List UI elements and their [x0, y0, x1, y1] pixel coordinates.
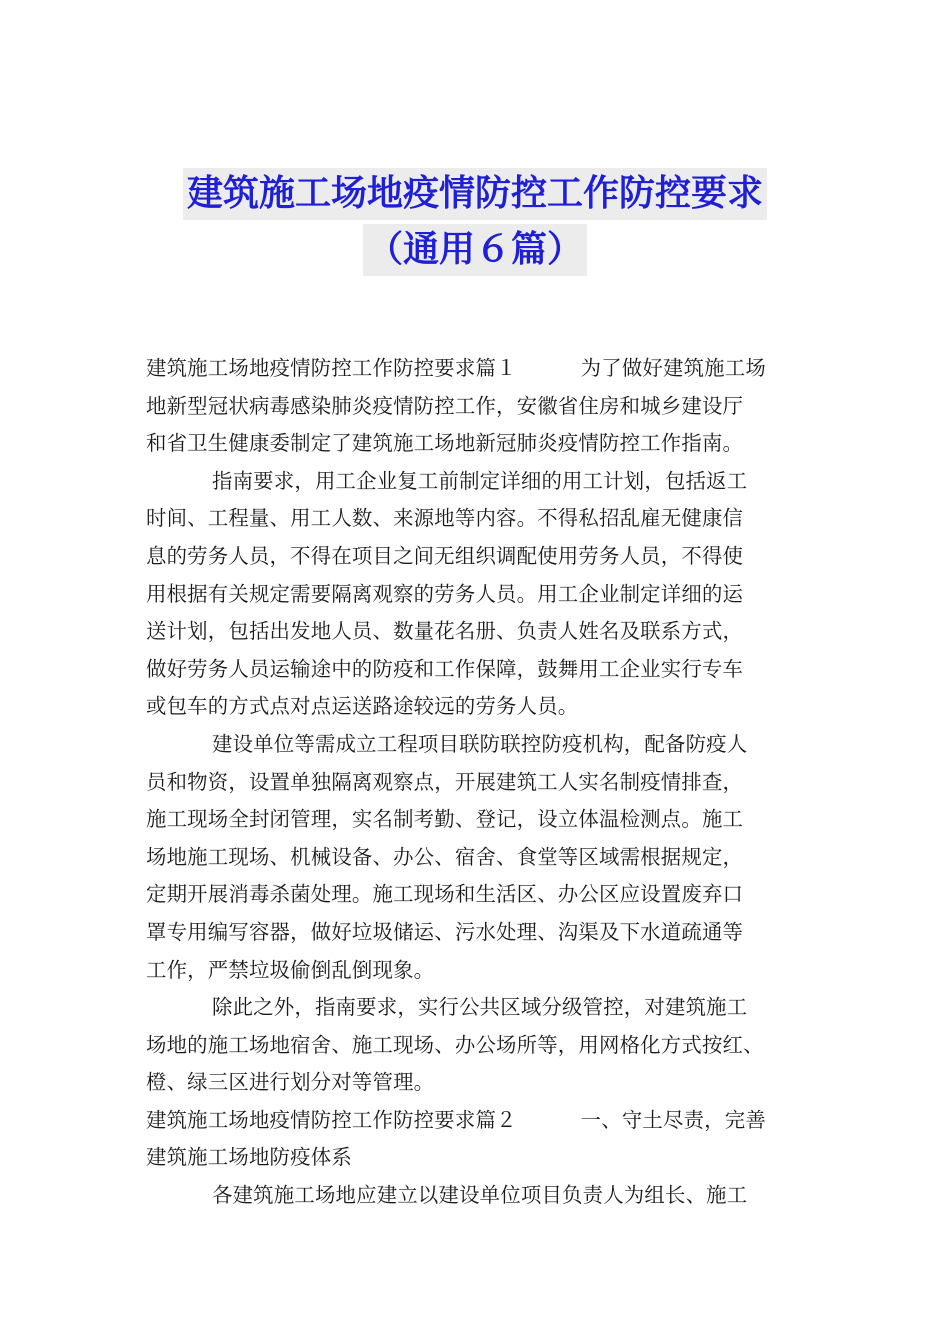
text-line-segment: 送计划，包括出发地人员、数量花名册、负责人姓名及联系方式，	[146, 619, 744, 644]
text-line	[146, 1177, 808, 1215]
document-title	[0, 168, 950, 280]
text-line-segment: 建筑施工场地疫情防控工作防控要求篇２	[146, 1107, 517, 1132]
text-line	[146, 1064, 808, 1102]
text-line-segment: 做好劳务人员运输途中的防疫和工作保障，鼓舞用工企业实行专车	[146, 656, 744, 681]
text-line	[146, 876, 808, 914]
text-line-segment: 各建筑施工场地应建立以建设单位项目负责人为组长、施工	[212, 1183, 748, 1208]
text-line	[146, 463, 808, 501]
text-line	[146, 388, 808, 426]
text-line-segment: 工作，严禁垃圾偷倒乱倒现象。	[146, 957, 435, 982]
text-line-segment: 或包车的方式点对点运送路途较远的劳务人员。	[146, 694, 579, 719]
text-line-segment: 一、守土尽责，完善	[580, 1107, 766, 1132]
text-line-segment: 场地施工现场、机械设备、办公、宿舍、食堂等区域需根据规定，	[146, 844, 744, 869]
title-line-1: 建筑施工场地疫情防控工作防控要求	[183, 168, 767, 220]
text-line-segment: 用根据有关规定需要隔离观察的劳务人员。用工企业制定详细的运	[146, 581, 744, 606]
text-line-segment: 除此之外，指南要求，实行公共区域分级管控，对建筑施工	[212, 995, 748, 1020]
text-line	[146, 538, 808, 576]
text-line	[146, 500, 808, 538]
text-line	[146, 1027, 808, 1065]
text-line-segment: 息的劳务人员，不得在项目之间无组织调配使用劳务人员，不得使	[146, 543, 744, 568]
text-line	[146, 1102, 808, 1140]
text-line	[146, 688, 808, 726]
text-line-segment: 定期开展消毒杀菌处理。施工现场和生活区、办公区应设置废弃口	[146, 882, 744, 907]
text-line-segment: 场地的施工场地宿舍、施工现场、办公场所等，用网格化方式按红、	[146, 1032, 764, 1057]
text-line	[146, 613, 808, 651]
text-line-segment: 员和物资，设置单独隔离观察点，开展建筑工人实名制疫情排查，	[146, 769, 744, 794]
text-line-segment: 地新型冠状病毒感染肺炎疫情防控工作，安徽省住房和城乡建设厅	[146, 393, 744, 418]
text-line	[146, 350, 808, 388]
text-line-segment: 施工现场全封闭管理，实名制考勤、登记，设立体温检测点。施工	[146, 807, 744, 832]
document-body	[146, 350, 808, 1215]
text-line	[146, 801, 808, 839]
text-line-segment: 罩专用编写容器，做好垃圾储运、污水处理、沟渠及下水道疏通等	[146, 919, 744, 944]
text-line-segment: 为了做好建筑施工场	[580, 356, 766, 380]
text-line-segment: 建筑施工场地疫情防控工作防控要求篇１	[146, 356, 517, 380]
text-line-segment: 时间、工程量、用工人数、来源地等内容。不得私招乱雇无健康信	[146, 506, 744, 531]
text-line	[146, 914, 808, 952]
text-line-segment: 建设单位等需成立工程项目联防联控防疫机构，配备防疫人	[212, 731, 748, 756]
text-line-segment: 和省卫生健康委制定了建筑施工场地新冠肺炎疫情防控工作指南。	[146, 431, 744, 456]
text-line	[146, 952, 808, 990]
title-line-2: （通用６篇）	[363, 224, 587, 276]
text-line	[146, 839, 808, 877]
text-line-segment: 橙、绿三区进行划分对等管理。	[146, 1070, 435, 1095]
text-line	[146, 425, 808, 463]
text-line	[146, 764, 808, 802]
text-line	[146, 1139, 808, 1177]
text-line	[146, 726, 808, 764]
text-line	[146, 651, 808, 689]
text-line	[146, 989, 808, 1027]
text-line-segment: 建筑施工场地防疫体系	[146, 1145, 352, 1170]
text-line	[146, 576, 808, 614]
text-line-segment: 指南要求，用工企业复工前制定详细的用工计划，包括返工	[212, 468, 748, 493]
